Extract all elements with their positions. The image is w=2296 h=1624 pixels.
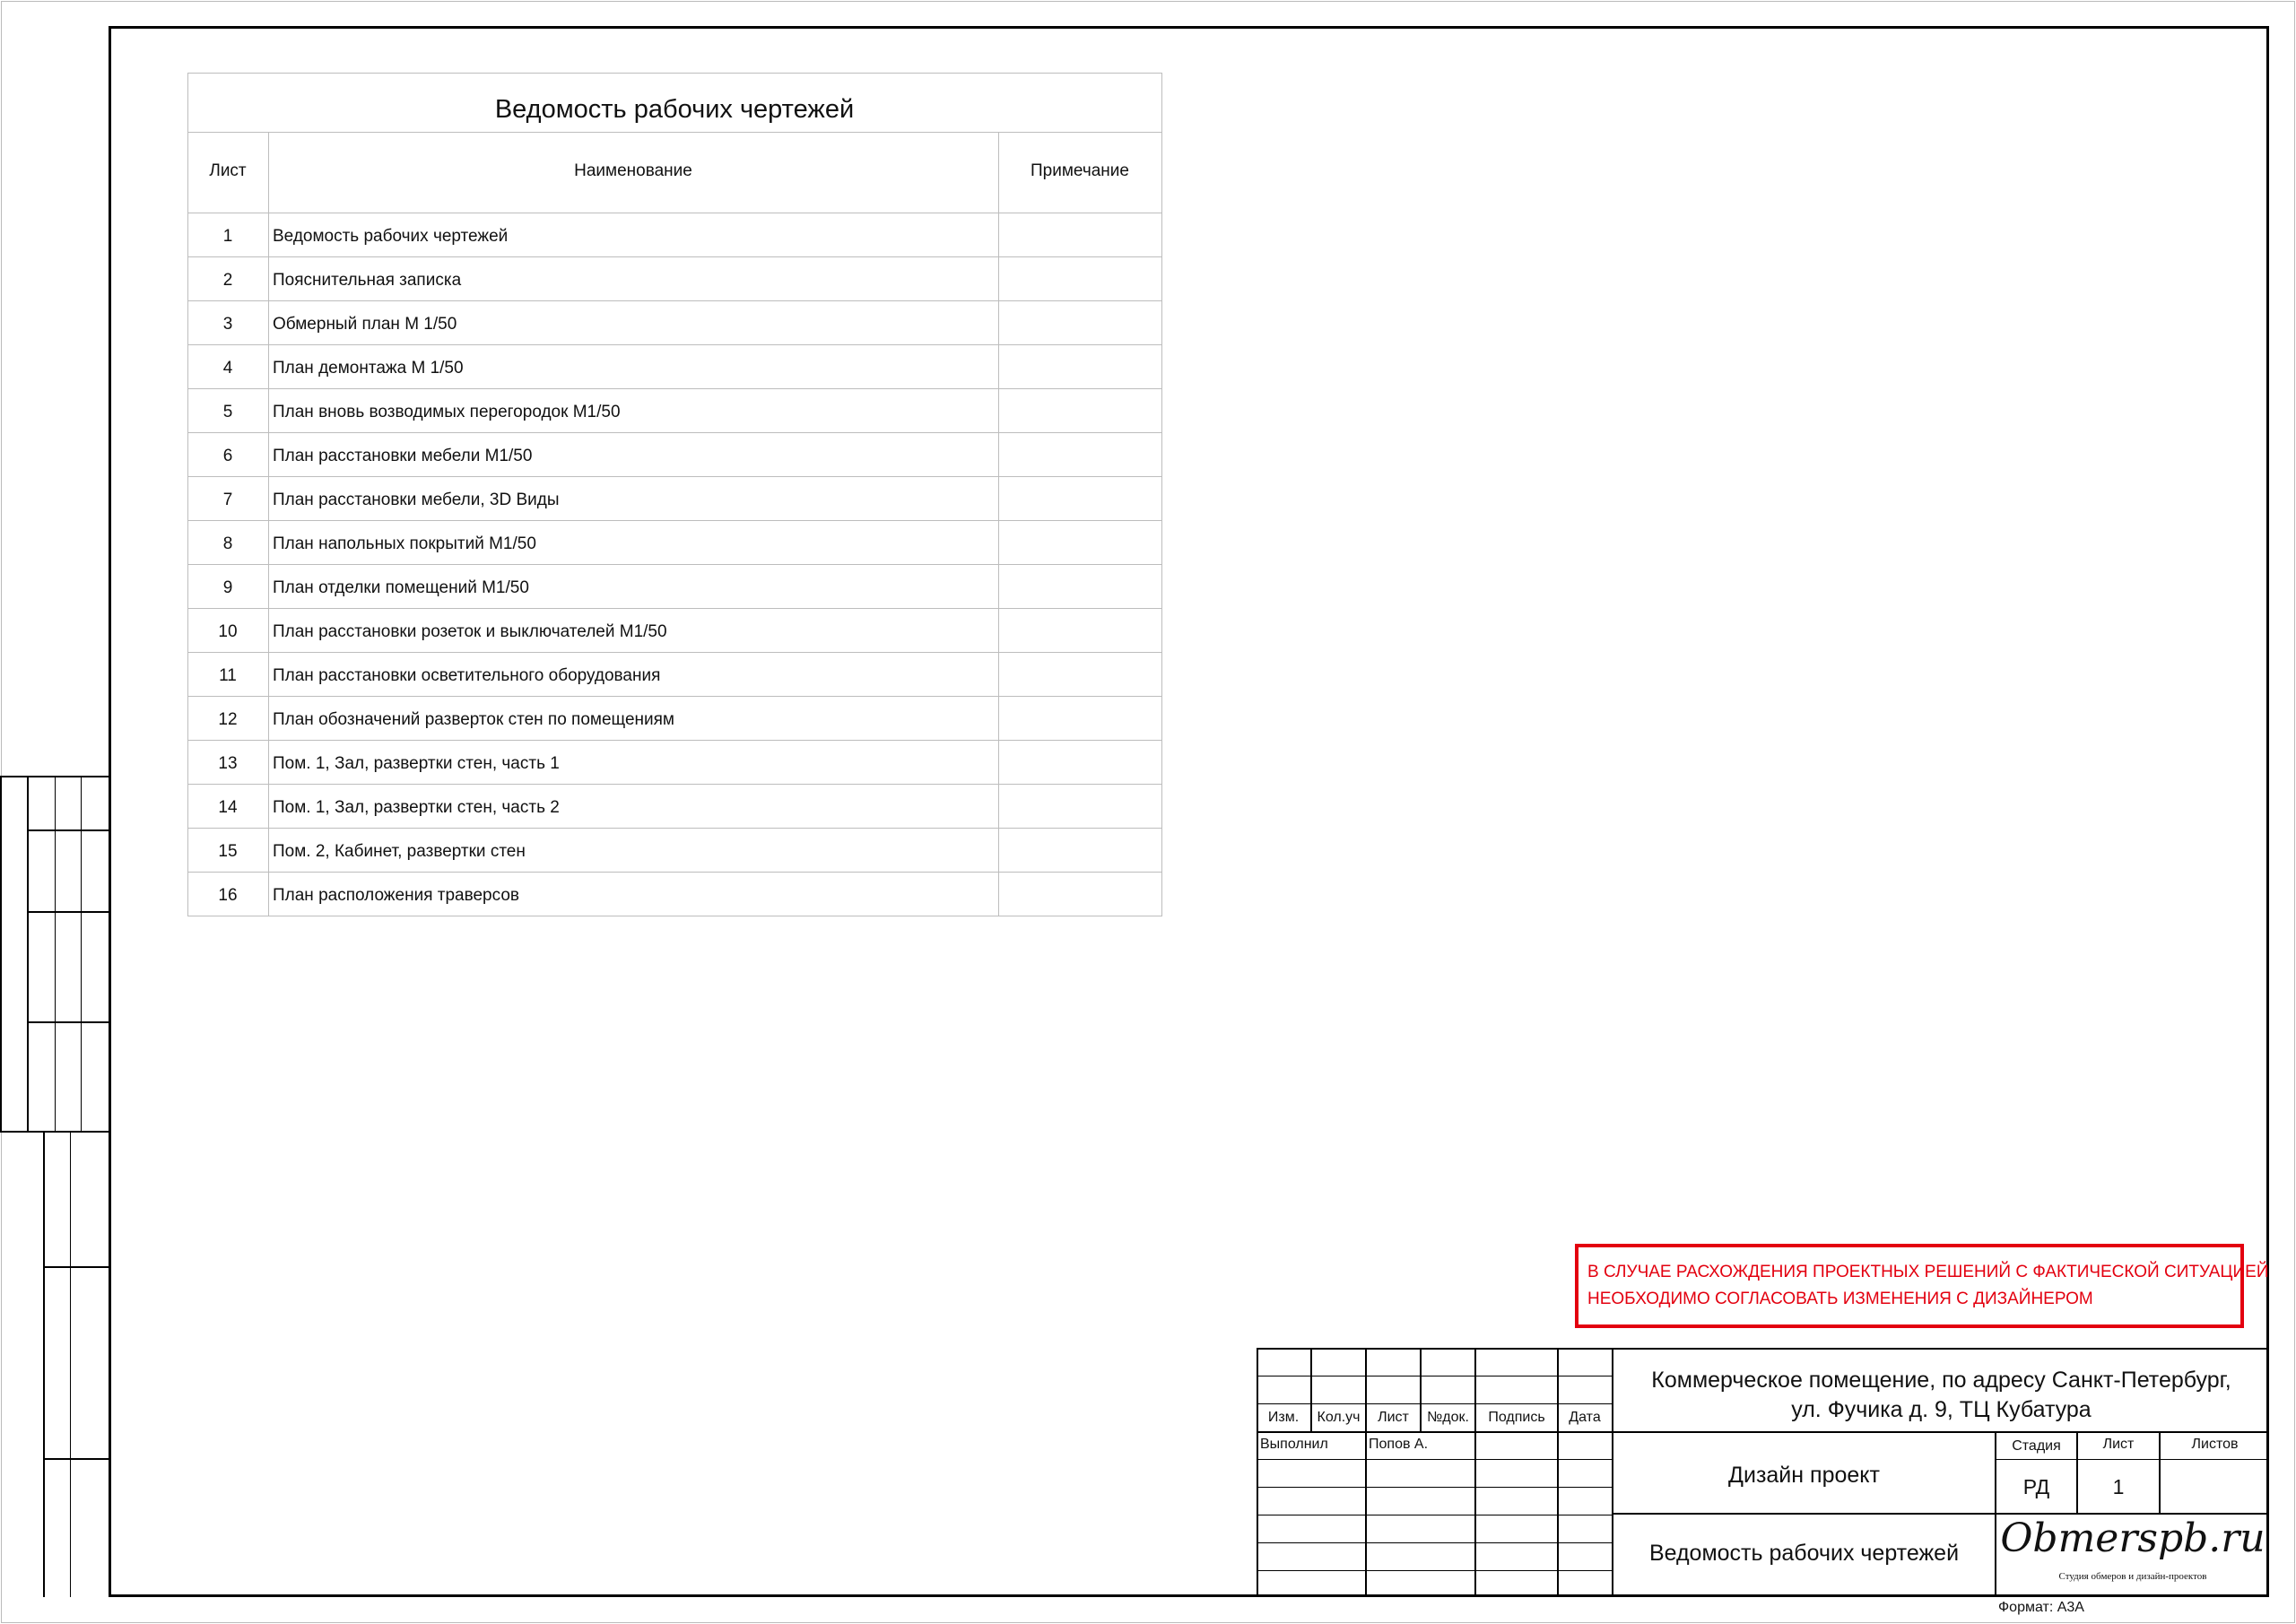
project-title-line-2: ул. Фучика д. 9, ТЦ Кубатура [1791,1397,2092,1422]
stamp-header-data: Дата [1569,1410,1601,1425]
row-sheet-name: План расстановки мебели М1/50 [273,447,533,465]
row-sheet-number: 15 [218,842,238,861]
row-sheet-name: План расстановки мебели, 3D Виды [273,491,560,509]
company-logo: Obmerspb.ru [2000,1515,2266,1561]
table-grid-line [187,256,1162,257]
performed-label: Выполнил [1260,1437,1328,1452]
stamp-header-ndok: №док. [1427,1410,1469,1425]
table-grid-line [187,872,1162,873]
warning-line-2: НЕОБХОДИМО СОГЛАСОВАТЬ ИЗМЕНЕНИЯ С ДИЗАЙНЕРОМ [1587,1290,2093,1308]
row-sheet-number: 5 [222,403,233,421]
row-sheet-number: 12 [218,710,238,729]
table-grid-line [187,344,1162,345]
table-grid-line [187,784,1162,785]
table-grid-line [1161,73,1162,916]
row-sheet-name: План расстановки розеток и выключателей М1/50 [273,622,667,641]
row-sheet-name: Обмерный план М 1/50 [273,315,457,334]
drawing-title: Ведомость рабочих чертежей [1648,1541,1960,1566]
table-grid-line [187,132,1162,133]
table-grid-line [187,476,1162,477]
row-sheet-number: 11 [219,666,237,685]
row-sheet-name: Пояснительная записка [273,271,462,290]
row-sheet-number: 3 [222,315,233,334]
sheets-label: Листов [2191,1437,2239,1452]
table-grid-line [187,520,1162,521]
col-header-name: Наименование [574,161,692,180]
table-grid-line [998,132,999,916]
row-sheet-name: Ведомость рабочих чертежей [273,227,509,246]
row-sheet-number: 8 [222,534,233,553]
row-sheet-name: План обозначений разверток стен по помещениям [273,710,674,729]
row-sheet-number: 9 [222,578,233,597]
stage-label: Стадия [2012,1438,2061,1454]
stamp-header-podpis: Подпись [1488,1410,1545,1425]
row-sheet-number: 6 [222,447,233,465]
row-sheet-name: Пом. 1, Зал, развертки стен, часть 1 [273,754,560,773]
table-grid-line [187,432,1162,433]
row-sheet-number: 13 [218,754,238,773]
col-header-note: Примечание [1031,161,1129,180]
row-sheet-name: План напольных покрытий М1/50 [273,534,536,553]
stamp-header-kol: Кол.уч [1317,1410,1361,1425]
table-grid-line [187,828,1162,829]
warning-line-1: В СЛУЧАЕ РАСХОЖДЕНИЯ ПРОЕКТНЫХ РЕШЕНИЙ С ФАКТИЧЕСКОЙ СИТУАЦИЕЙ [1587,1263,2269,1281]
warning-box [1575,1244,2269,1328]
drawing-list-title: Ведомость рабочих чертежей [494,95,855,124]
table-grid-line [187,608,1162,609]
row-sheet-number: 1 [222,227,233,246]
stamp-header-izm: Изм. [1267,1410,1300,1425]
row-sheet-number: 10 [218,622,238,641]
sheet-label: Лист [2102,1437,2135,1452]
row-sheet-name: План расстановки осветительного оборудования [273,666,661,685]
performed-name: Попов А. [1369,1437,1429,1452]
row-sheet-name: Пом. 2, Кабинет, развертки стен [273,842,526,861]
row-sheet-name: Пом. 1, Зал, развертки стен, часть 2 [273,798,560,817]
stamp-header-list: Лист [1378,1410,1409,1425]
table-grid-line [187,73,1162,74]
table-grid-line [187,564,1162,565]
row-sheet-number: 14 [218,798,238,817]
row-sheet-number: 16 [218,886,238,905]
row-sheet-name: План отделки помещений М1/50 [273,578,529,597]
table-grid-line [187,300,1162,301]
table-grid-line [187,652,1162,653]
row-sheet-name: План демонтажа М 1/50 [273,359,464,378]
stage-value: РД [2022,1475,2050,1498]
table-grid-line [187,696,1162,697]
paper-format: Формат: А3А [1998,1600,2084,1615]
project-title-line-1: Коммерческое помещение, по адресу Санкт-Петербург, [1651,1368,2231,1393]
table-grid-line [187,740,1162,741]
company-logo-subtitle: Студия обмеров и дизайн-проектов [2058,1571,2207,1582]
sheet-value: 1 [2112,1475,2125,1498]
document-type: Дизайн проект [1728,1463,1880,1488]
row-sheet-number: 7 [222,491,233,509]
row-sheet-number: 2 [222,271,233,290]
table-grid-line [187,388,1162,389]
col-header-sheet: Лист [209,161,247,180]
row-sheet-name: План вновь возводимых перегородок М1/50 [273,403,621,421]
table-grid-line [268,132,269,916]
row-sheet-number: 4 [222,359,233,378]
row-sheet-name: План расположения траверсов [273,886,519,905]
